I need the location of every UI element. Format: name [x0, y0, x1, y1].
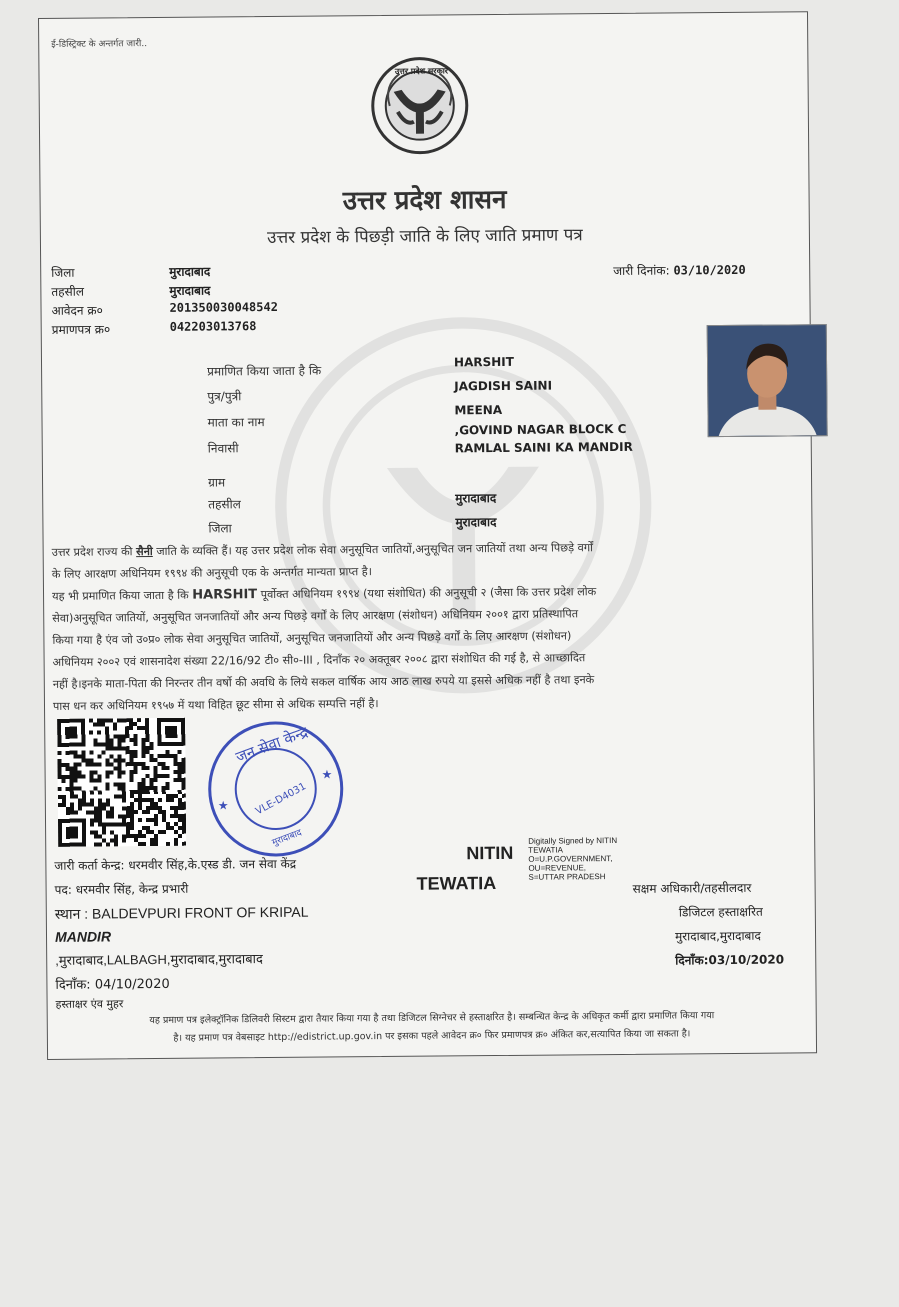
issuer-post: पद: धरमवीर सिंह, केन्द्र प्रभारी: [54, 881, 189, 897]
digital-signature-block: [466, 843, 513, 864]
meta-value-certificate-no: 042203013768: [169, 319, 257, 334]
field-label-tehsil: तहसील: [208, 497, 241, 512]
meta-label-tehsil: तहसील: [51, 284, 85, 299]
page-title: उत्तर प्रदेश शासन: [342, 184, 507, 217]
meta-value-tehsil: मुरादाबाद: [169, 283, 211, 298]
meta-value-district: मुरादाबाद: [169, 264, 211, 279]
qr-code-icon[interactable]: [57, 718, 186, 847]
applicant-photo: [707, 324, 828, 437]
stamp-top-text: जन सेवा केन्द्र: [233, 722, 311, 767]
para-line8: पास धन कर अधिनियम १९५७ में यथा विहित छूट सीमा से अधिक सम्पत्ति नहीं है।: [52, 697, 379, 713]
stamp-bottom-text: मुरादाबाद: [270, 828, 304, 849]
meta-label-certificate-no: प्रमाणपत्र क्र०: [51, 322, 111, 337]
para-line4: सेवा)अनुसूचित जातियों, अनुसूचित जनजातियों और अन्य पिछड़े वर्गों के लिए आरक्षण (संशोधन) अधिनियम २००१ द्वारा प्रतिस्थापित: [52, 607, 579, 625]
stamp-middle-text: VLE-D4031: [253, 781, 309, 818]
sig-detail-5: S=UTTAR PRADESH: [528, 872, 606, 882]
issue-date-label: जारी दिनांक:: [613, 263, 670, 278]
field-label-certified: प्रमाणित किया जाता है कि: [207, 363, 322, 379]
field-label-village: ग्राम: [207, 475, 226, 490]
field-value-mother: MEENA: [454, 402, 503, 418]
certificate-subtitle: उत्तर प्रदेश के पिछड़ी जाति के लिए जाति प्रमाण पत्र: [267, 225, 583, 249]
meta-label-application-no: आवेदन क्र०: [51, 303, 103, 318]
para-caste: सैनी: [136, 545, 153, 559]
footer-line-1: यह प्रमाण पत्र इलेक्ट्रॉनिक डिलिवरी सिस्टम द्वारा तैयार किया गया है तथा डिजिटल सिग्नेचर से हस्ताक्षरित है। सम्बन्धित केन्द्र के अधिकृत कर्मी द्वारा प्रमाणित किया गया: [149, 1010, 715, 1027]
para-name: HARSHIT: [192, 587, 258, 603]
field-value-name: HARSHIT: [453, 354, 514, 370]
header-note: ई-डिस्ट्रिक्ट के अन्तर्गत जारी..: [51, 39, 148, 50]
field-value-address-2: RAMLAL SAINI KA MANDIR: [454, 439, 633, 456]
footer-note: [48, 1006, 816, 1049]
digital-signature-name-1: NITIN: [466, 842, 514, 864]
certificate-paragraph: [52, 535, 824, 718]
issuer-sign-label: हस्ताक्षर एंव मुहर: [55, 997, 124, 1011]
sig-detail-3: O=U.P.GOVERNMENT,: [528, 854, 613, 864]
para-line1-pre: उत्तर प्रदेश राज्य की: [51, 545, 137, 559]
para-line7: नहीं है।इनके माता-पिता की निरन्तर तीन वर्षो की अवधि के लिये सकल वार्षिक आय आठ लाख रुपये या इससे अधिक नहीं है तथा इनके: [52, 673, 595, 691]
field-label-son-daughter: पुत्र/पुत्री: [207, 389, 242, 404]
para-line2: के लिए आरक्षण अधिनियम १९९४ की अनुसूची एक के अन्तर्गत मान्यता प्राप्त है।: [51, 565, 372, 581]
authority-title: सक्षम अधिकारी/तहसीलदार: [632, 880, 752, 896]
sig-detail-4: OU=REVENUE,: [528, 863, 587, 873]
field-value-district: मुरादाबाद: [455, 515, 497, 530]
digital-signature-details: [528, 836, 617, 882]
authority-place: मुरादाबाद,मुरादाबाद: [674, 928, 761, 944]
issuer-center: जारी कर्ता केन्द्र: धरमवीर सिंह,के.एस्ड डी. जन सेवा केंद्र: [54, 856, 297, 873]
para-line3-pre: यह भी प्रमाणित किया जाता है कि: [51, 588, 193, 603]
digital-signature-name-2: TEWATIA: [416, 873, 497, 894]
field-label-resident: निवासी: [207, 441, 239, 456]
field-value-father: JAGDISH SAINI: [454, 378, 553, 394]
footer-line-2: है। यह प्रमाण पत्र वेबसाइट http://edistrict.up.gov.in पर इसका पहले आवेदन क्र० फिर प्रमाणपत्र क्र० अंकित कर,सत्यापित किया जा सकता है।: [173, 1028, 691, 1044]
para-line1-post: जाति के व्यक्ति हैं। यह उत्तर प्रदेश लोक सेवा अनुसूचित जातियों,अनुसूचित जन जातियों तथा अन्य पिछड़े वर्गों: [152, 541, 594, 559]
svg-text:★: ★: [321, 767, 333, 782]
issuer-place-1: स्थान : BALDEVPURI FRONT OF KRIPAL: [54, 903, 309, 922]
sig-detail-2: TEWATIA: [528, 845, 563, 855]
digital-signature-name-2-wrap: [416, 873, 496, 895]
field-label-mother: माता का नाम: [207, 415, 265, 430]
issuer-place-3: ,मुरादाबाद,LALBAGH,मुरादाबाद,मुरादाबाद: [55, 951, 263, 968]
para-line5: किया गया है एंव जो उ०प्र० लोक सेवा अनुसूचित जातियों, अनुसूचित जनजातियों और अन्य पिछड़े वर्गों के लिए आरक्षण (संशोधन): [52, 629, 572, 647]
certificate-sheet: [38, 11, 817, 1060]
authority-date: दिनाँक:03/10/2020: [675, 952, 785, 968]
svg-text:★: ★: [217, 798, 229, 813]
meta-value-application-no: 201350030048542: [169, 299, 278, 315]
field-label-district: जिला: [208, 521, 232, 536]
field-value-tehsil: मुरादाबाद: [455, 491, 497, 506]
sig-detail-1: Digitally Signed by NITIN: [528, 835, 618, 846]
issue-date: [613, 261, 746, 279]
para-line6: अधिनियम २००२ एवं शासनादेश संख्या 22/16/92 टी० सी०-III , दिनाँक २० अक्तूबर २००८ द्वारा संशोधित की गई है, से आच्छादित: [52, 651, 586, 669]
authority-digital: डिजिटल हस्ताक्षरित: [678, 904, 763, 920]
issuer-date: दिनाँक: 04/10/2020: [55, 976, 170, 993]
meta-label-district: जिला: [51, 265, 75, 280]
para-line3-post: पूर्वोक्त अधिनियम १९९४ (यथा संशोधित) की अनुसूची २ (जैसा कि उत्तर प्रदेश लोक: [257, 585, 597, 602]
issuer-place-2: MANDIR: [54, 928, 112, 945]
jan-seva-kendra-stamp-icon: [203, 716, 349, 862]
issue-date-value: 03/10/2020: [673, 262, 746, 278]
field-value-address-1: ,GOVIND NAGAR BLOCK C: [454, 421, 627, 438]
applicant-portrait-icon: [708, 325, 827, 436]
emblem-text: उत्तर प्रदेश सरकार: [394, 66, 449, 76]
